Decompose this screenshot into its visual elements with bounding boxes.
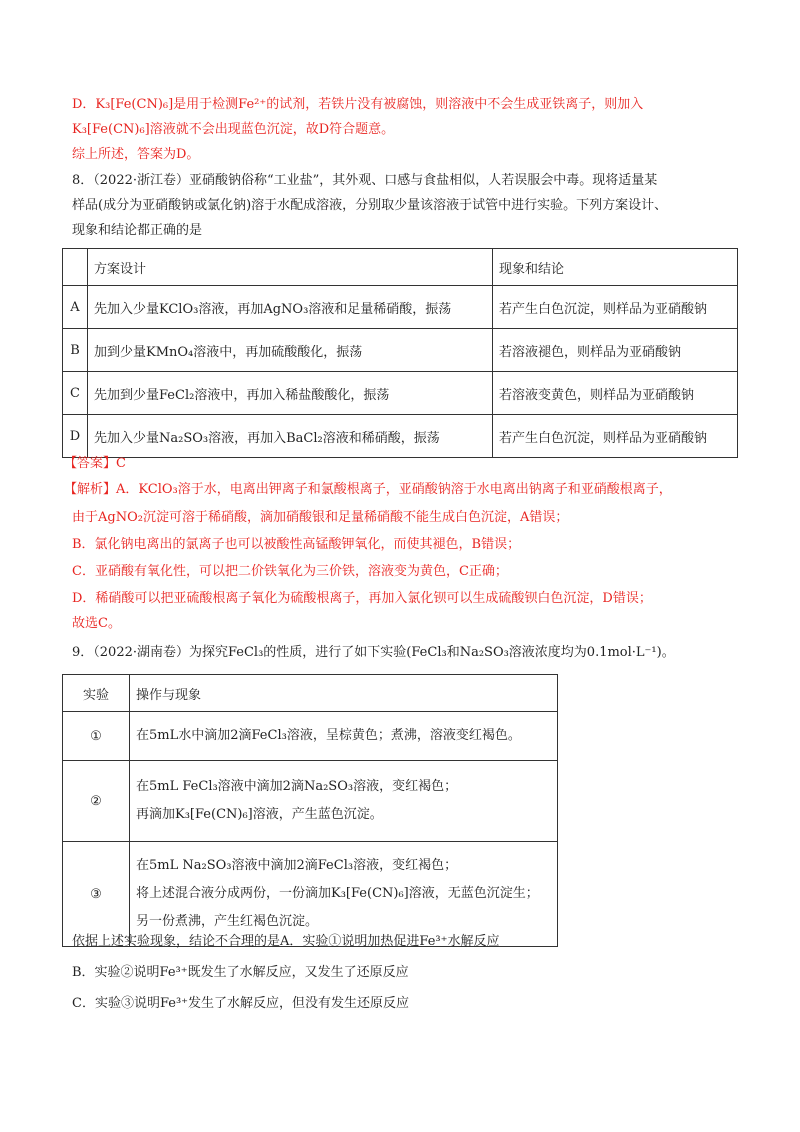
experiment-text: 将上述混合液分成两份，一份滴加K₃[Fe(CN)₆]溶液，无蓝色沉淀生； (136, 886, 539, 901)
option-result: 若溶液变黄色，则样品为亚硝酸钠 (493, 372, 738, 415)
prev-answer-line-d: D．K₃[Fe(CN)₆]是用于检测Fe²⁺的试剂，若铁片没有被腐蚀，则溶液中不会生成亚铁离子，则加入 (72, 97, 644, 112)
experiment-label: ① (63, 712, 130, 761)
table-row (63, 842, 558, 947)
table-row (63, 712, 558, 761)
option-result: 若溶液褪色，则样品为亚硝酸钠 (493, 329, 738, 372)
option-label: D (63, 415, 88, 458)
q8-options-table (62, 248, 738, 458)
conclusion-line: 故选C。 (72, 616, 121, 631)
option-result: 若产生白色沉淀，则样品为亚硝酸钠 (493, 286, 738, 329)
answer-line: 【答案】C (64, 456, 126, 471)
explanation-line-c: C．亚硝酸有氧化性，可以把二价铁氧化为三价铁，溶液变为黄色，C正确； (72, 564, 508, 579)
experiment-text: 在5mL FeCl₃溶液中滴加2滴Na₂SO₃溶液，变红褐色； (136, 779, 458, 794)
q9-option-c-line: C．实验③说明Fe³⁺发生了水解反应，但没有发生还原反应 (72, 996, 410, 1011)
option-design: 加到少量KMnO₄溶液中，再加硫酸酸化，振荡 (88, 329, 493, 372)
explanation-line-d: D．稀硝酸可以把亚硫酸根离子氧化为硫酸根离子，再加入氯化钡可以生成硫酸钡白色沉淀，D错误； (72, 591, 652, 606)
table-row (63, 761, 558, 842)
table-header-row (63, 249, 738, 286)
option-label: C (63, 372, 88, 415)
option-design: 先加入少量Na₂SO₃溶液，再加入BaCl₂溶液和稀硝酸，振荡 (88, 415, 493, 458)
experiment-label: ③ (63, 842, 130, 947)
table-row (63, 329, 738, 372)
q9-option-b-line: B．实验②说明Fe³⁺既发生了水解反应，又发生了还原反应 (72, 965, 409, 980)
table-row (63, 286, 738, 329)
table-row (63, 372, 738, 415)
prev-summary-line: 综上所述，答案为D。 (72, 147, 200, 162)
experiment-text: 在5mL水中滴加2滴FeCl₃溶液，呈棕黄色；煮沸，溶液变红褐色。 (136, 728, 521, 743)
q8-stem-line-3: 现象和结论都正确的是 (72, 223, 203, 238)
experiment-text: 另一份煮沸，产生红褐色沉淀。 (136, 914, 319, 929)
option-label: B (63, 329, 88, 372)
experiment-label: ② (63, 761, 130, 842)
header-design-cell: 方案设计 (88, 249, 493, 286)
header-label-cell (63, 249, 88, 286)
header-experiment-cell: 实验 (63, 675, 130, 712)
experiment-text: 再滴加K₃[Fe(CN)₆]溶液，产生蓝色沉淀。 (136, 807, 383, 822)
experiment-text: 在5mL Na₂SO₃溶液中滴加2滴FeCl₃溶液，变红褐色； (136, 858, 458, 873)
table-header-row (63, 675, 558, 712)
option-label: A (63, 286, 88, 329)
explanation-line-a-cont: 由于AgNO₂沉淀可溶于稀硝酸，滴加硝酸银和足量稀硝酸不能生成白色沉淀，A错误； (72, 510, 569, 525)
prev-answer-line-d-cont: K₃[Fe(CN)₆]溶液就不会出现蓝色沉淀，故D符合题意。 (72, 122, 395, 137)
q8-stem-line-1: 8．（2022·浙江卷）亚硝酸钠俗称“工业盐”，其外观、口感与食盐相似，人若误服会中毒。现将适量某 (72, 173, 658, 188)
experiment-description (130, 712, 558, 761)
header-operation-cell: 操作与现象 (130, 675, 558, 712)
experiment-description (130, 761, 558, 842)
option-design: 先加入少量KClO₃溶液，再加AgNO₃溶液和足量稀硝酸，振荡 (88, 286, 493, 329)
explanation-line-b: B．氯化钠电离出的氯离子也可以被酸性高锰酸钾氧化，而使其褪色，B错误； (72, 537, 521, 552)
experiment-description (130, 842, 558, 947)
q9-option-a-line: 依据上述实验现象，结论不合理的是A．实验①说明加热促进Fe³⁺水解反应 (72, 934, 500, 949)
table-row (63, 415, 738, 458)
q8-stem-line-2: 样品(成分为亚硝酸钠或氯化钠)溶于水配成溶液，分别取少量该溶液于试管中进行实验。下列方案设计、 (72, 198, 668, 213)
option-result: 若产生白色沉淀，则样品为亚硝酸钠 (493, 415, 738, 458)
option-design: 先加到少量FeCl₂溶液中，再加入稀盐酸酸化，振荡 (88, 372, 493, 415)
q9-experiment-table (62, 674, 558, 947)
explanation-line-a: 【解析】A．KClO₃溶于水，电离出钾离子和氯酸根离子，亚硝酸钠溶于水电离出钠离子和亚硝酸根离子， (64, 482, 672, 497)
header-result-cell: 现象和结论 (493, 249, 738, 286)
q9-stem-line: 9．（2022·湖南卷）为探究FeCl₃的性质，进行了如下实验(FeCl₃和Na₂SO₃溶液浓度均为0.1mol·L⁻¹)。 (72, 645, 675, 660)
